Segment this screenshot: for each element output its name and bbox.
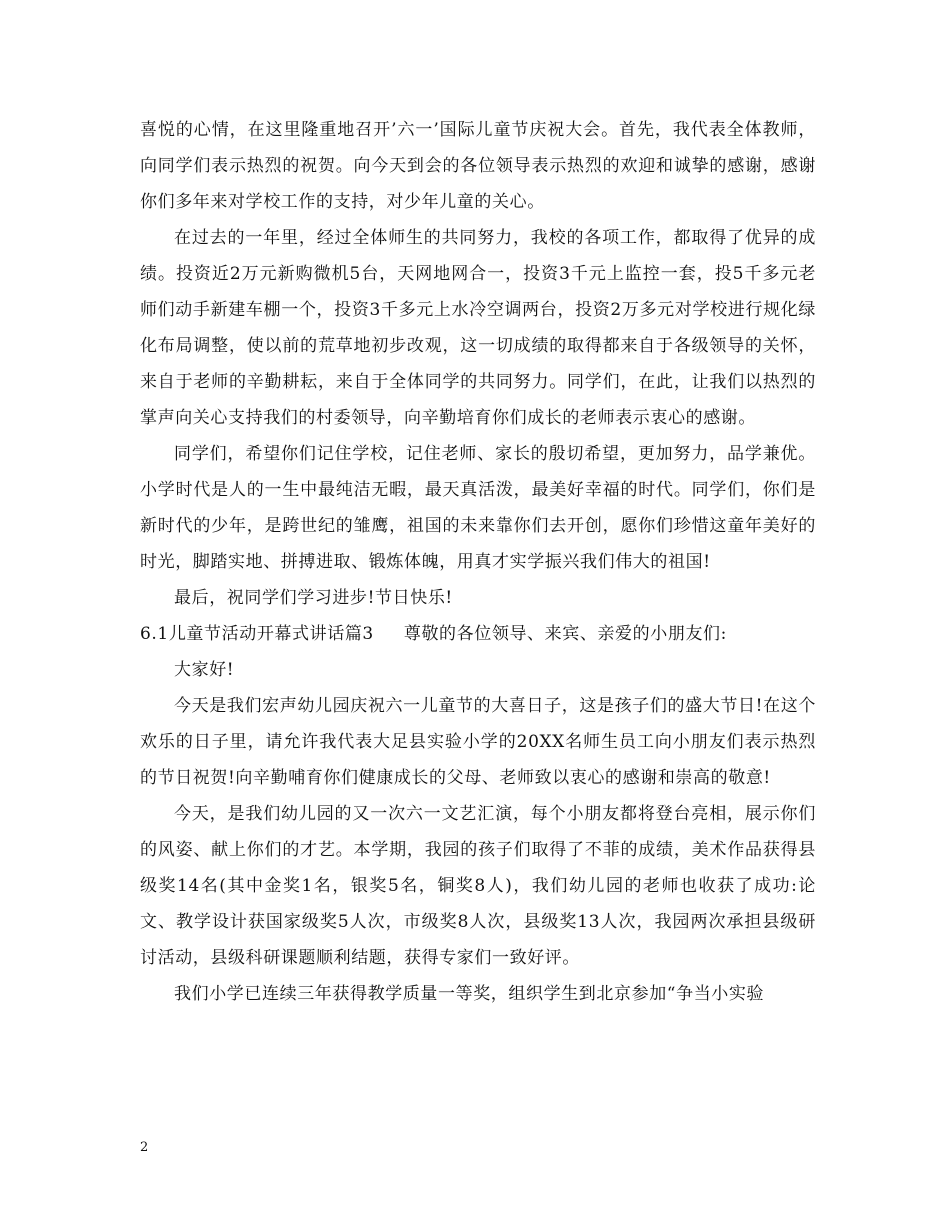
paragraph: 我们小学已连续三年获得教学质量一等奖，组织学生到北京参加“争当小实验: [174, 984, 765, 1004]
paragraph: 今天是我们宏声幼儿园庆祝六一儿童节的大喜日子，这是孩子们的盛大节日!在这个欢乐的日子里，请允许我代表大足县实验小学的20XX名师生员工向小朋友们表示热烈的节日祝贺!向辛勤哺育你们健康成长的父母、老师致以衷心的感谢和崇高的敬意!: [140, 696, 816, 788]
paragraph: 在过去的一年里，经过全体师生的共同努力，我校的各项工作，都取得了优异的成绩。投资近2万元新购微机5台，天网地网合一，投资3千元上监控一套，投5千多元老师们动手新建车棚一个，投资3千多元上水冷空调两台，投资2万多元对学校进行规化绿化布局调整，使以前的荒草地初步改观，这一切成绩的取得都来自于各级领导的关怀，来自于老师的辛勤耕耘，来自于全体同学的共同努力。同学们，在此，让我们以热烈的掌声向关心支持我们的村委领导，向辛勤培育你们成长的老师表示衷心的感谢。: [140, 228, 816, 428]
document-body: [140, 112, 816, 1012]
paragraph: 同学们，希望你们记住学校，记住老师、家长的殷切希望，更加努力，品学兼优。小学时代是人的一生中最纯洁无暇，最天真活泼，最美好幸福的时代。同学们，你们是新时代的少年，是跨世纪的雏鹰，祖国的未来靠你们去开创，愿你们珍惜这童年美好的时光，脚踏实地、拼搏进取、锻炼体魄，用真才实学振兴我们伟大的祖国!: [140, 444, 816, 572]
salutation: 尊敬的各位领导、来宾、亲爱的小朋友们:: [403, 624, 727, 644]
section-heading: 6.1儿童节活动开幕式讲话篇3: [140, 624, 374, 644]
paragraph: 喜悦的心情，在这里隆重地召开’六一’国际儿童节庆祝大会。首先，我代表全体教师，向同学们表示热烈的祝贺。向今天到会的各位领导表示热烈的欢迎和诚挚的感谢，感谢你们多年来对学校工作的支持，对少年儿童的关心。: [140, 120, 816, 212]
paragraph: 今天，是我们幼儿园的又一次六一文艺汇演，每个小朋友都将登台亮相，展示你们的风姿、献上你们的才艺。本学期，我园的孩子们取得了不菲的成绩，美术作品获得县级奖14名(其中金奖1名，银奖5名，铜奖8人)，我们幼儿园的老师也收获了成功:论文、教学设计获国家级奖5人次，市级奖8人次，县级奖13人次，我园两次承担县级研讨活动，县级科研课题顺利结题，获得专家们一致好评。: [140, 804, 816, 968]
section-heading-line: [140, 616, 816, 652]
paragraph: 最后，祝同学们学习进步!节日快乐!: [174, 588, 453, 608]
page-number: 2: [140, 1140, 149, 1155]
paragraph: 大家好!: [174, 660, 235, 680]
